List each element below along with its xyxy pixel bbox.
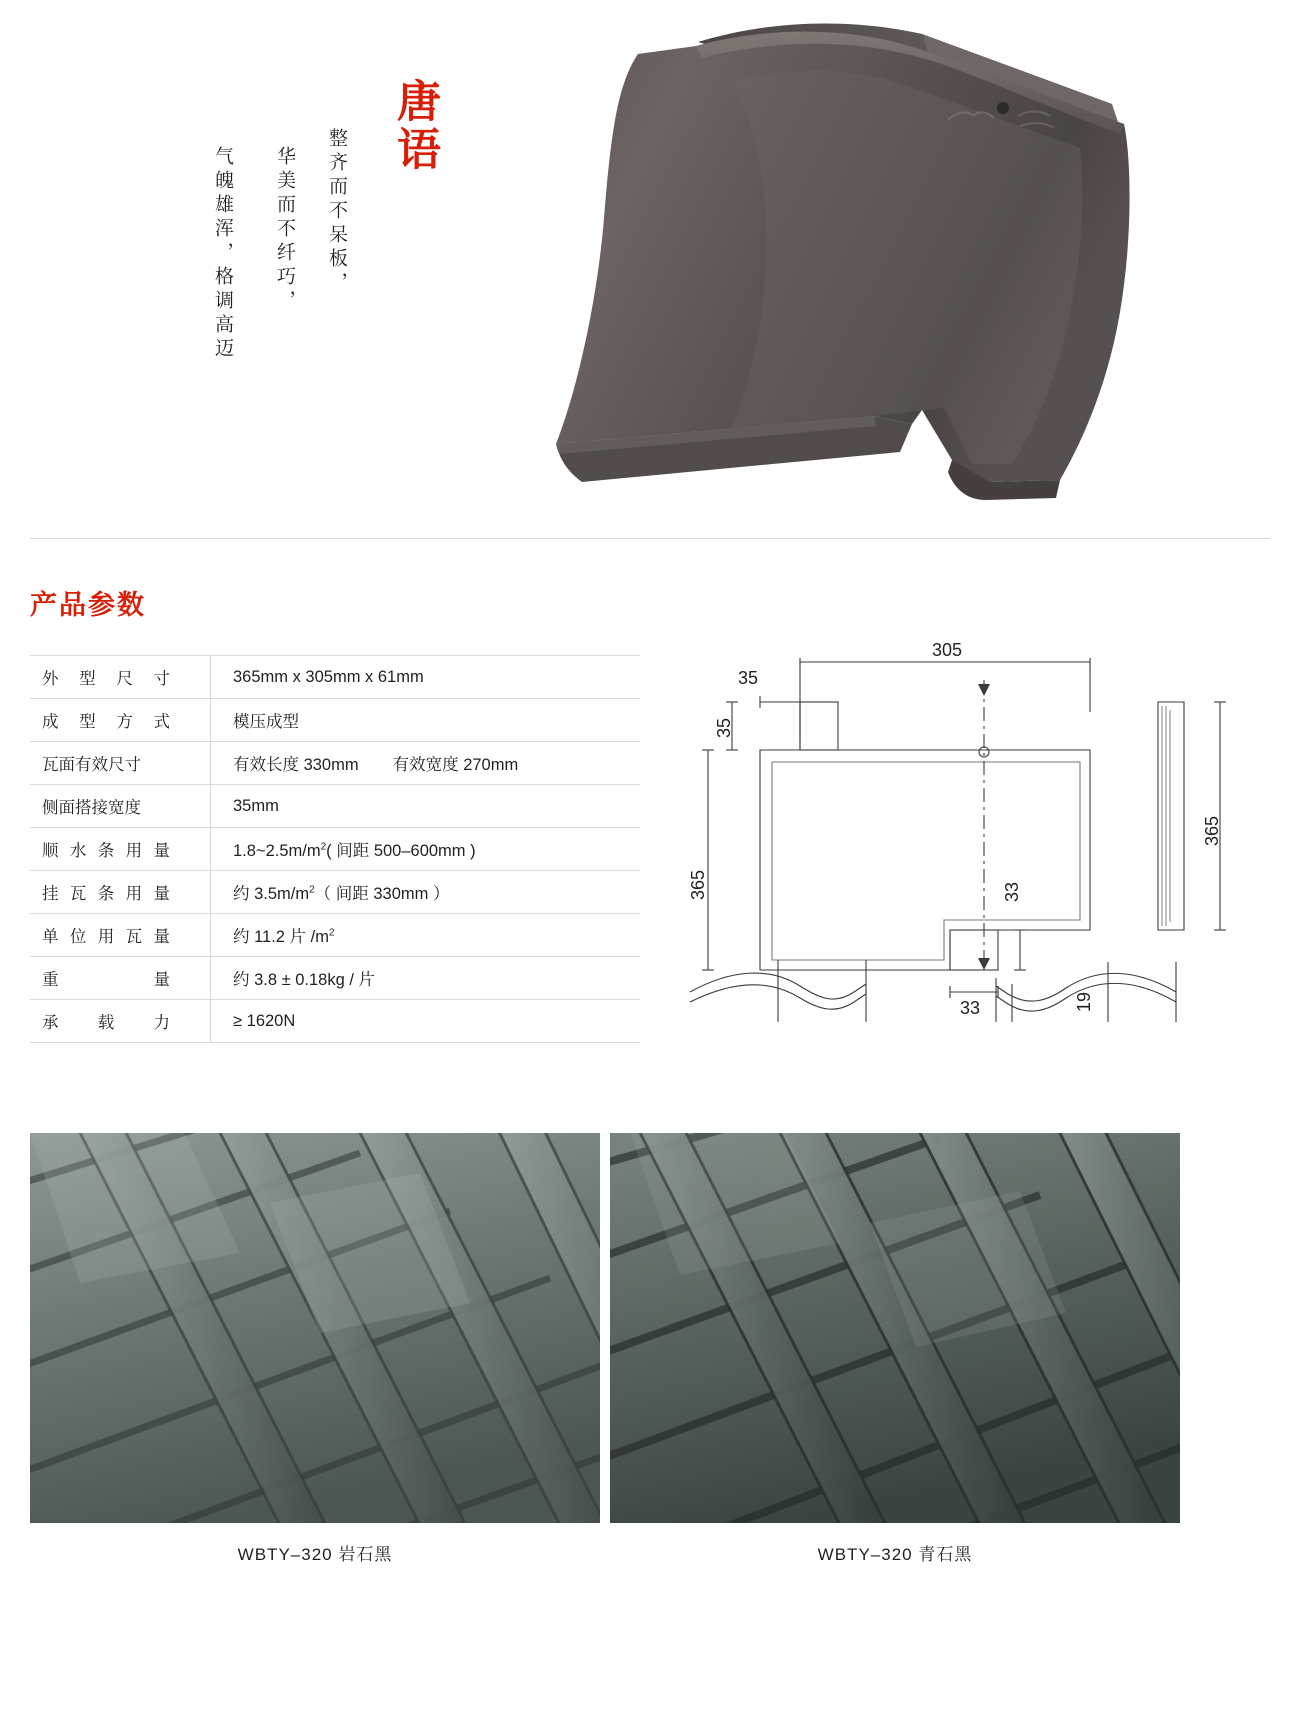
param-key: 承 载 力 [30,1000,211,1043]
param-key: 成 型 方 式 [30,699,211,742]
photo-caption-left: WBTY–320 岩石黑 [237,1545,393,1564]
table-row [30,914,640,957]
slogan-line-2: 华美而不纤巧， [274,146,296,314]
dim-right-notch: 33 [1002,881,1022,902]
param-value: 365mm x 305mm x 61mm [211,656,641,699]
brand-title: 唐语 [390,78,439,174]
dim-top-left-offset: 35 [738,668,759,688]
table-row [30,957,640,1000]
slogan-line-1: 整齐而不呆板， [326,128,348,296]
param-value: 有效长度 330mm 有效宽度 270mm [211,742,641,785]
technical-drawing [660,640,1280,1060]
dim-bottom-notch: 33 [960,998,981,1018]
param-value: $1.8\sim 2.5m/m^2$( 间距 500–600mm ) [211,828,641,871]
table-row [30,699,640,742]
table-row [30,785,640,828]
param-value: 约 3.8 ± 0.18kg / 片 [211,957,641,1000]
param-value: 约 $3.5m/m^2$（ 间距 330mm ） [211,871,641,914]
product-photo [520,12,1160,522]
param-key: 单 位 用 瓦 量 [30,914,211,957]
hero-section [0,0,1300,540]
product-parameters-table [30,655,640,1043]
photo-rock-black [30,1133,600,1523]
slogan-line-3: 气魄雄浑，格调高迈 [212,146,234,362]
param-value: 约 11.2 片 $/m^2$ [211,914,641,957]
table-row [30,871,640,914]
param-key: 瓦面有效尺寸 [30,742,211,785]
param-value: ≥ 1620N [211,1000,641,1043]
table-row [30,1000,640,1043]
param-key: 重 量 [30,957,211,1000]
photo-caption-right: WBTY–320 青石黑 [817,1545,973,1564]
param-key: 外 型 尺 寸 [30,656,211,699]
table-row [30,828,640,871]
photo-bluestone-black [610,1133,1180,1523]
params-heading: 产品参数 [30,590,146,620]
dim-left-height: 365 [688,869,708,900]
section-divider [30,538,1270,539]
table-row [30,742,640,785]
dim-right-height: 365 [1202,815,1222,846]
param-key: 侧面搭接宽度 [30,785,211,828]
param-value: 模压成型 [211,699,641,742]
table-row [30,656,640,699]
param-value: 35mm [211,785,641,828]
dim-left-offset: 35 [714,717,734,738]
param-key: 挂 瓦 条 用 量 [30,871,211,914]
dim-thickness: 19 [1074,991,1094,1012]
param-key: 顺 水 条 用 量 [30,828,211,871]
dim-top-width: 305 [932,640,963,660]
